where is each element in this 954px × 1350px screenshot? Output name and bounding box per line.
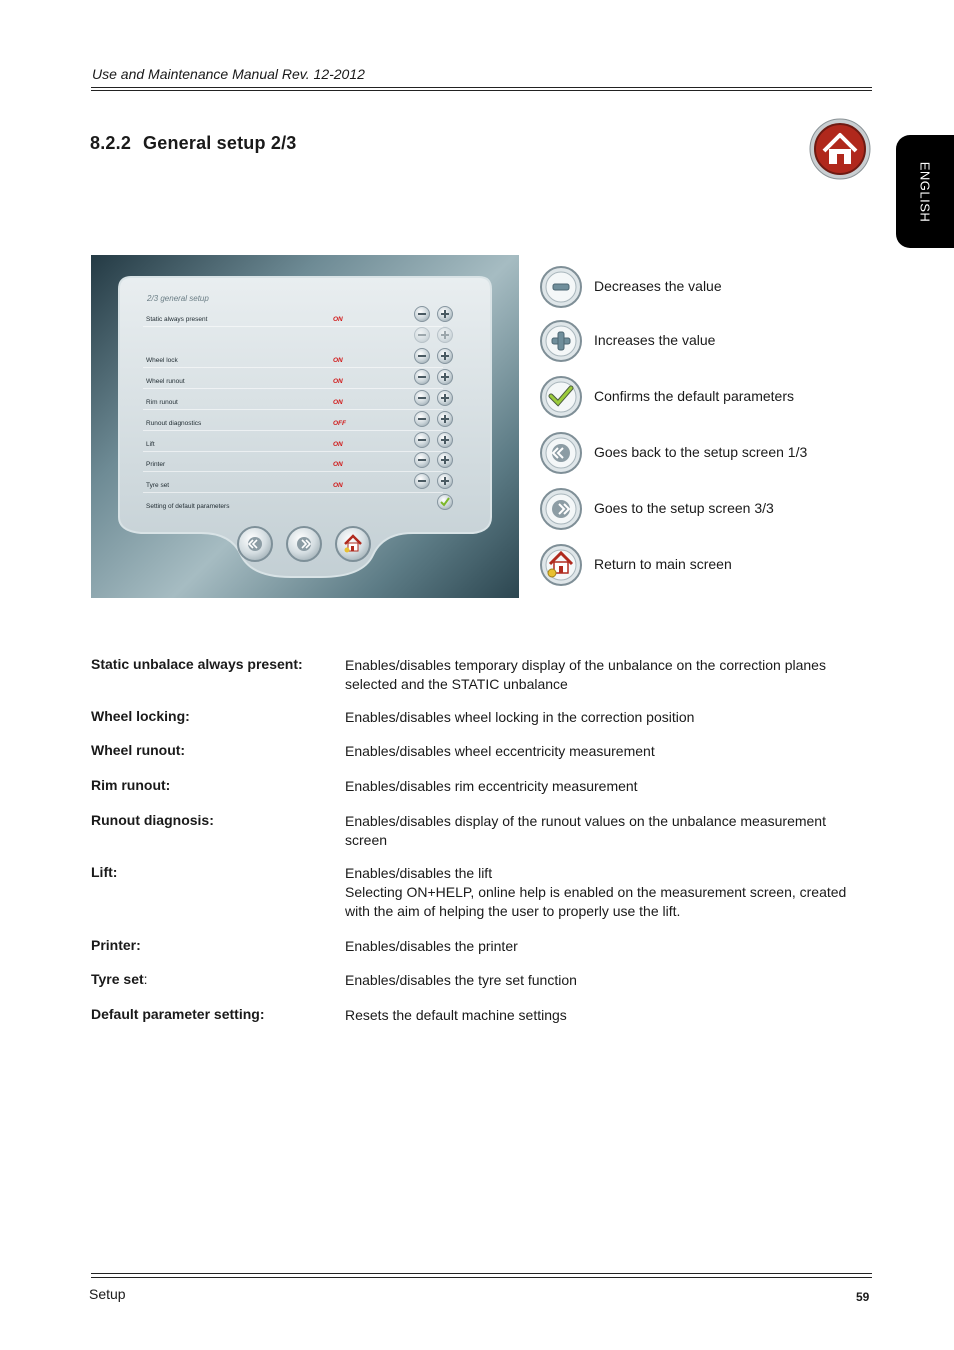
row-value: ON <box>333 461 343 468</box>
forward-icon <box>539 487 583 531</box>
confirm-button[interactable] <box>437 494 453 510</box>
minus-button[interactable] <box>414 306 430 322</box>
desc-rim-runout: Enables/disables rim eccentricity measurement <box>345 778 638 794</box>
back-icon <box>539 431 583 475</box>
minus-button[interactable] <box>414 348 430 364</box>
desc-runout-diagnosis: Enables/disables display of the runout values on the unbalance measurement screen <box>345 813 826 848</box>
minus-button[interactable] <box>414 452 430 468</box>
plus-button[interactable] <box>437 473 453 489</box>
header-rule-thin <box>91 90 872 91</box>
row-divider <box>143 409 443 410</box>
row-value: OFF <box>333 420 346 427</box>
home-icon <box>539 543 583 587</box>
manual-header-title: Use and Maintenance Manual Rev. 12-2012 <box>92 66 365 82</box>
back-button[interactable] <box>237 526 273 562</box>
desc-static-unbalance: Enables/disables temporary display of the unbalance on the correction planes selected and the STATIC unbalance <box>345 657 826 692</box>
legend-text: Decreases the value <box>594 278 722 294</box>
plus-button[interactable] <box>437 452 453 468</box>
row-label: Tyre set <box>146 482 170 489</box>
row-label: Lift <box>146 441 155 448</box>
term-default-parameter: Default parameter setting: <box>91 1006 265 1022</box>
plus-button[interactable] <box>437 369 453 385</box>
term-tyre-set-colon: : <box>143 971 148 987</box>
desc-lift-help: Selecting ON+HELP, online help is enabled on the measurement screen, created with the aim of helping the user to properly use the lift. <box>345 884 847 919</box>
home-button[interactable] <box>335 526 371 562</box>
row-label: Static always present <box>146 316 208 323</box>
desc-printer: Enables/disables the printer <box>345 938 518 954</box>
term-tyre-set-wrap <box>91 971 148 987</box>
plus-icon <box>539 319 583 363</box>
plus-button[interactable] <box>437 390 453 406</box>
term-runout-diagnosis: Runout diagnosis: <box>91 812 214 828</box>
row-divider <box>143 367 443 368</box>
row-divider <box>143 451 443 452</box>
plus-button[interactable] <box>437 432 453 448</box>
row-value: ON <box>333 316 343 323</box>
language-tab <box>896 135 954 248</box>
row-value: ON <box>333 357 343 364</box>
legend-text: Return to main screen <box>594 556 732 572</box>
header-rule <box>91 87 872 88</box>
section-title: General setup 2/3 <box>143 133 297 153</box>
minus-button[interactable] <box>414 369 430 385</box>
desc-tyre-set: Enables/disables the tyre set function <box>345 972 577 988</box>
term-lift: Lift: <box>91 864 118 880</box>
desc-default-parameter: Resets the default machine settings <box>345 1007 567 1023</box>
footer-rule-thin <box>91 1277 872 1278</box>
minus-button[interactable] <box>414 411 430 427</box>
plus-button[interactable] <box>437 411 453 427</box>
legend-text: Increases the value <box>594 332 716 348</box>
row-divider <box>143 430 443 431</box>
term-rim-runout: Rim runout: <box>91 777 171 793</box>
setup-screen-screenshot <box>91 255 519 598</box>
forward-button[interactable] <box>286 526 322 562</box>
footer-section: Setup <box>89 1286 126 1302</box>
language-label: ENGLISH <box>917 161 933 222</box>
legend-text: Goes back to the setup screen 1/3 <box>594 444 808 460</box>
row-label: Setting of default parameters <box>146 503 230 510</box>
desc-lift: Enables/disables the lift <box>345 865 493 881</box>
row-label: Printer <box>146 461 166 468</box>
screen-title: 2/3 general setup <box>147 294 209 303</box>
row-divider <box>143 388 443 389</box>
plus-button[interactable] <box>437 306 453 322</box>
row-value: ON <box>333 378 343 385</box>
page-number: 59 <box>856 1290 870 1304</box>
row-divider <box>143 326 443 327</box>
row-value: ON <box>333 399 343 406</box>
footer-rule <box>91 1273 872 1274</box>
term-wheel-locking: Wheel locking: <box>91 708 190 724</box>
row-divider <box>143 471 443 472</box>
minus-button[interactable] <box>414 473 430 489</box>
term-wheel-runout: Wheel runout: <box>91 742 186 758</box>
minus-icon <box>539 265 583 309</box>
section-number: 8.2.2 <box>90 133 132 153</box>
desc-wheel-locking: Enables/disables wheel locking in the correction position <box>345 709 695 725</box>
term-static-unbalance: Static unbalace always present: <box>91 656 303 672</box>
minus-button <box>414 327 430 343</box>
row-value: ON <box>333 441 343 448</box>
home-icon <box>809 118 871 180</box>
section-heading <box>90 133 297 154</box>
row-label: Wheel runout <box>146 378 185 385</box>
legend-text: Goes to the setup screen 3/3 <box>594 500 774 516</box>
row-label: Rim runout <box>146 399 178 406</box>
minus-button[interactable] <box>414 432 430 448</box>
desc-wheel-runout: Enables/disables wheel eccentricity measurement <box>345 743 655 759</box>
minus-button[interactable] <box>414 390 430 406</box>
row-value: ON <box>333 482 343 489</box>
term-tyre-set: Tyre set <box>91 971 144 987</box>
check-icon <box>539 375 583 419</box>
plus-button[interactable] <box>437 348 453 364</box>
plus-button <box>437 327 453 343</box>
legend-text: Confirms the default parameters <box>594 388 794 404</box>
row-label: Runout diagnostics <box>146 420 202 427</box>
row-divider <box>143 492 443 493</box>
row-label: Wheel lock <box>146 357 178 364</box>
term-printer: Printer: <box>91 937 141 953</box>
